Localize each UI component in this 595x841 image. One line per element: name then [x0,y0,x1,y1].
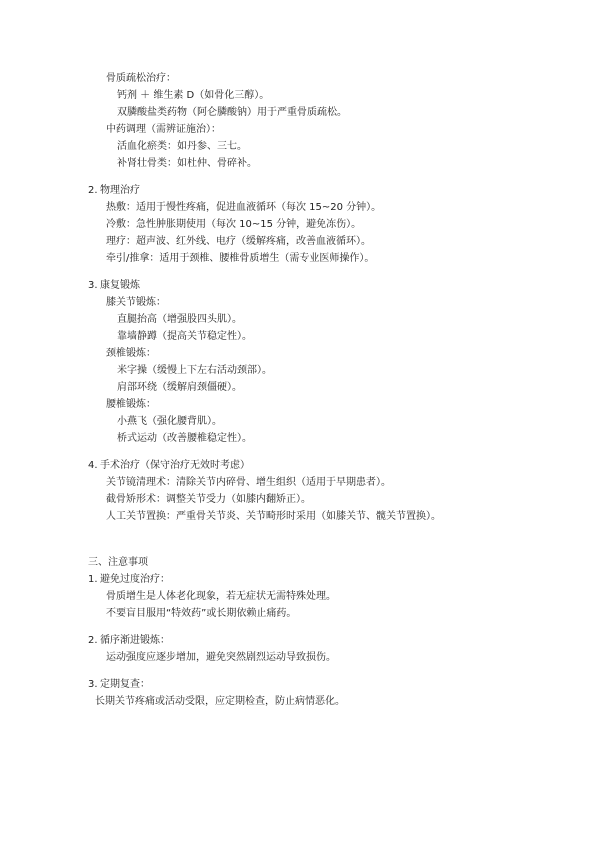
tcm-item: 活血化瘀类：如丹参、三七。 [117,141,247,152]
item-line: 运动强度应逐步增加，避免突然剧烈运动导致损伤。 [106,652,336,663]
item-title: 循序渐进锻炼： [100,635,170,646]
item-line: 热敷：适用于慢性疼痛，促进血液循环（每次 15~20 分钟）。 [106,202,382,213]
item-heading [88,678,150,692]
item-heading [88,634,170,648]
item-heading [88,459,250,473]
knee-item: 直腿抬高（增强股四头肌）。 [117,314,242,325]
item-title: 手术治疗（保守治疗无效时考虑） [100,460,250,471]
item-line: 长期关节疼痛或活动受限，应定期检查，防止病情恶化。 [95,696,345,707]
item-line: 关节镜清理术：清除关节内碎骨、增生组织（适用于早期患者）。 [106,477,391,488]
osteoporosis-title: 骨质疏松治疗： [106,73,176,84]
item-number: 2. [88,635,98,646]
item-line: 理疗：超声波、红外线、电疗（缓解疼痛，改善血液循环）。 [106,236,371,247]
item-line: 不要盲目服用“特效药”或长期依赖止痛药。 [106,608,297,619]
tcm-title: 中药调理（需辨证施治）： [106,124,221,135]
item-line: 骨质增生是人体老化现象，若无症状无需特殊处理。 [106,591,336,602]
item-number: 1. [88,574,98,585]
osteoporosis-item: 双膦酸盐类药物（阿仑膦酸钠）用于严重骨质疏松。 [117,107,347,118]
item-number: 4. [88,460,98,471]
item-heading [88,184,140,198]
tcm-item: 补肾壮骨类：如杜仲、骨碎补。 [117,158,257,169]
item-heading [88,573,170,587]
knee-title: 膝关节锻炼： [106,297,166,308]
item-line: 牵引/推拿：适用于颈椎、腰椎骨质增生（需专业医师操作）。 [106,253,375,264]
neck-item: 肩部环绕（缓解肩颈僵硬）。 [117,382,242,393]
neck-title: 颈椎锻炼： [106,348,156,359]
neck-item: 米字操（缓慢上下左右活动颈部）。 [117,365,272,376]
item-number: 3. [88,679,98,690]
item-title: 避免过度治疗： [100,574,170,585]
item-line: 截骨矫形术：调整关节受力（如膝内翻矫正）。 [106,494,311,505]
item-title: 物理治疗 [100,185,140,196]
waist-item: 桥式运动（改善腰椎稳定性）。 [117,433,252,444]
item-line: 人工关节置换：严重骨关节炎、关节畸形时采用（如膝关节、髋关节置换）。 [106,511,441,522]
waist-item: 小燕飞（强化腰背肌）。 [117,416,222,427]
knee-item: 靠墙静蹲（提高关节稳定性）。 [117,331,252,342]
waist-title: 腰椎锻炼： [106,399,156,410]
item-heading [88,279,140,293]
section-heading: 三、注意事项 [88,557,148,568]
item-number: 2. [88,185,98,196]
item-line: 冷敷：急性肿胀期使用（每次 10~15 分钟，避免冻伤）。 [106,219,362,230]
item-number: 3. [88,280,98,291]
item-title: 定期复查： [100,679,150,690]
item-title: 康复锻炼 [100,280,140,291]
osteoporosis-item: 钙剂 ＋ 维生素 D（如骨化三醇）。 [117,90,270,101]
